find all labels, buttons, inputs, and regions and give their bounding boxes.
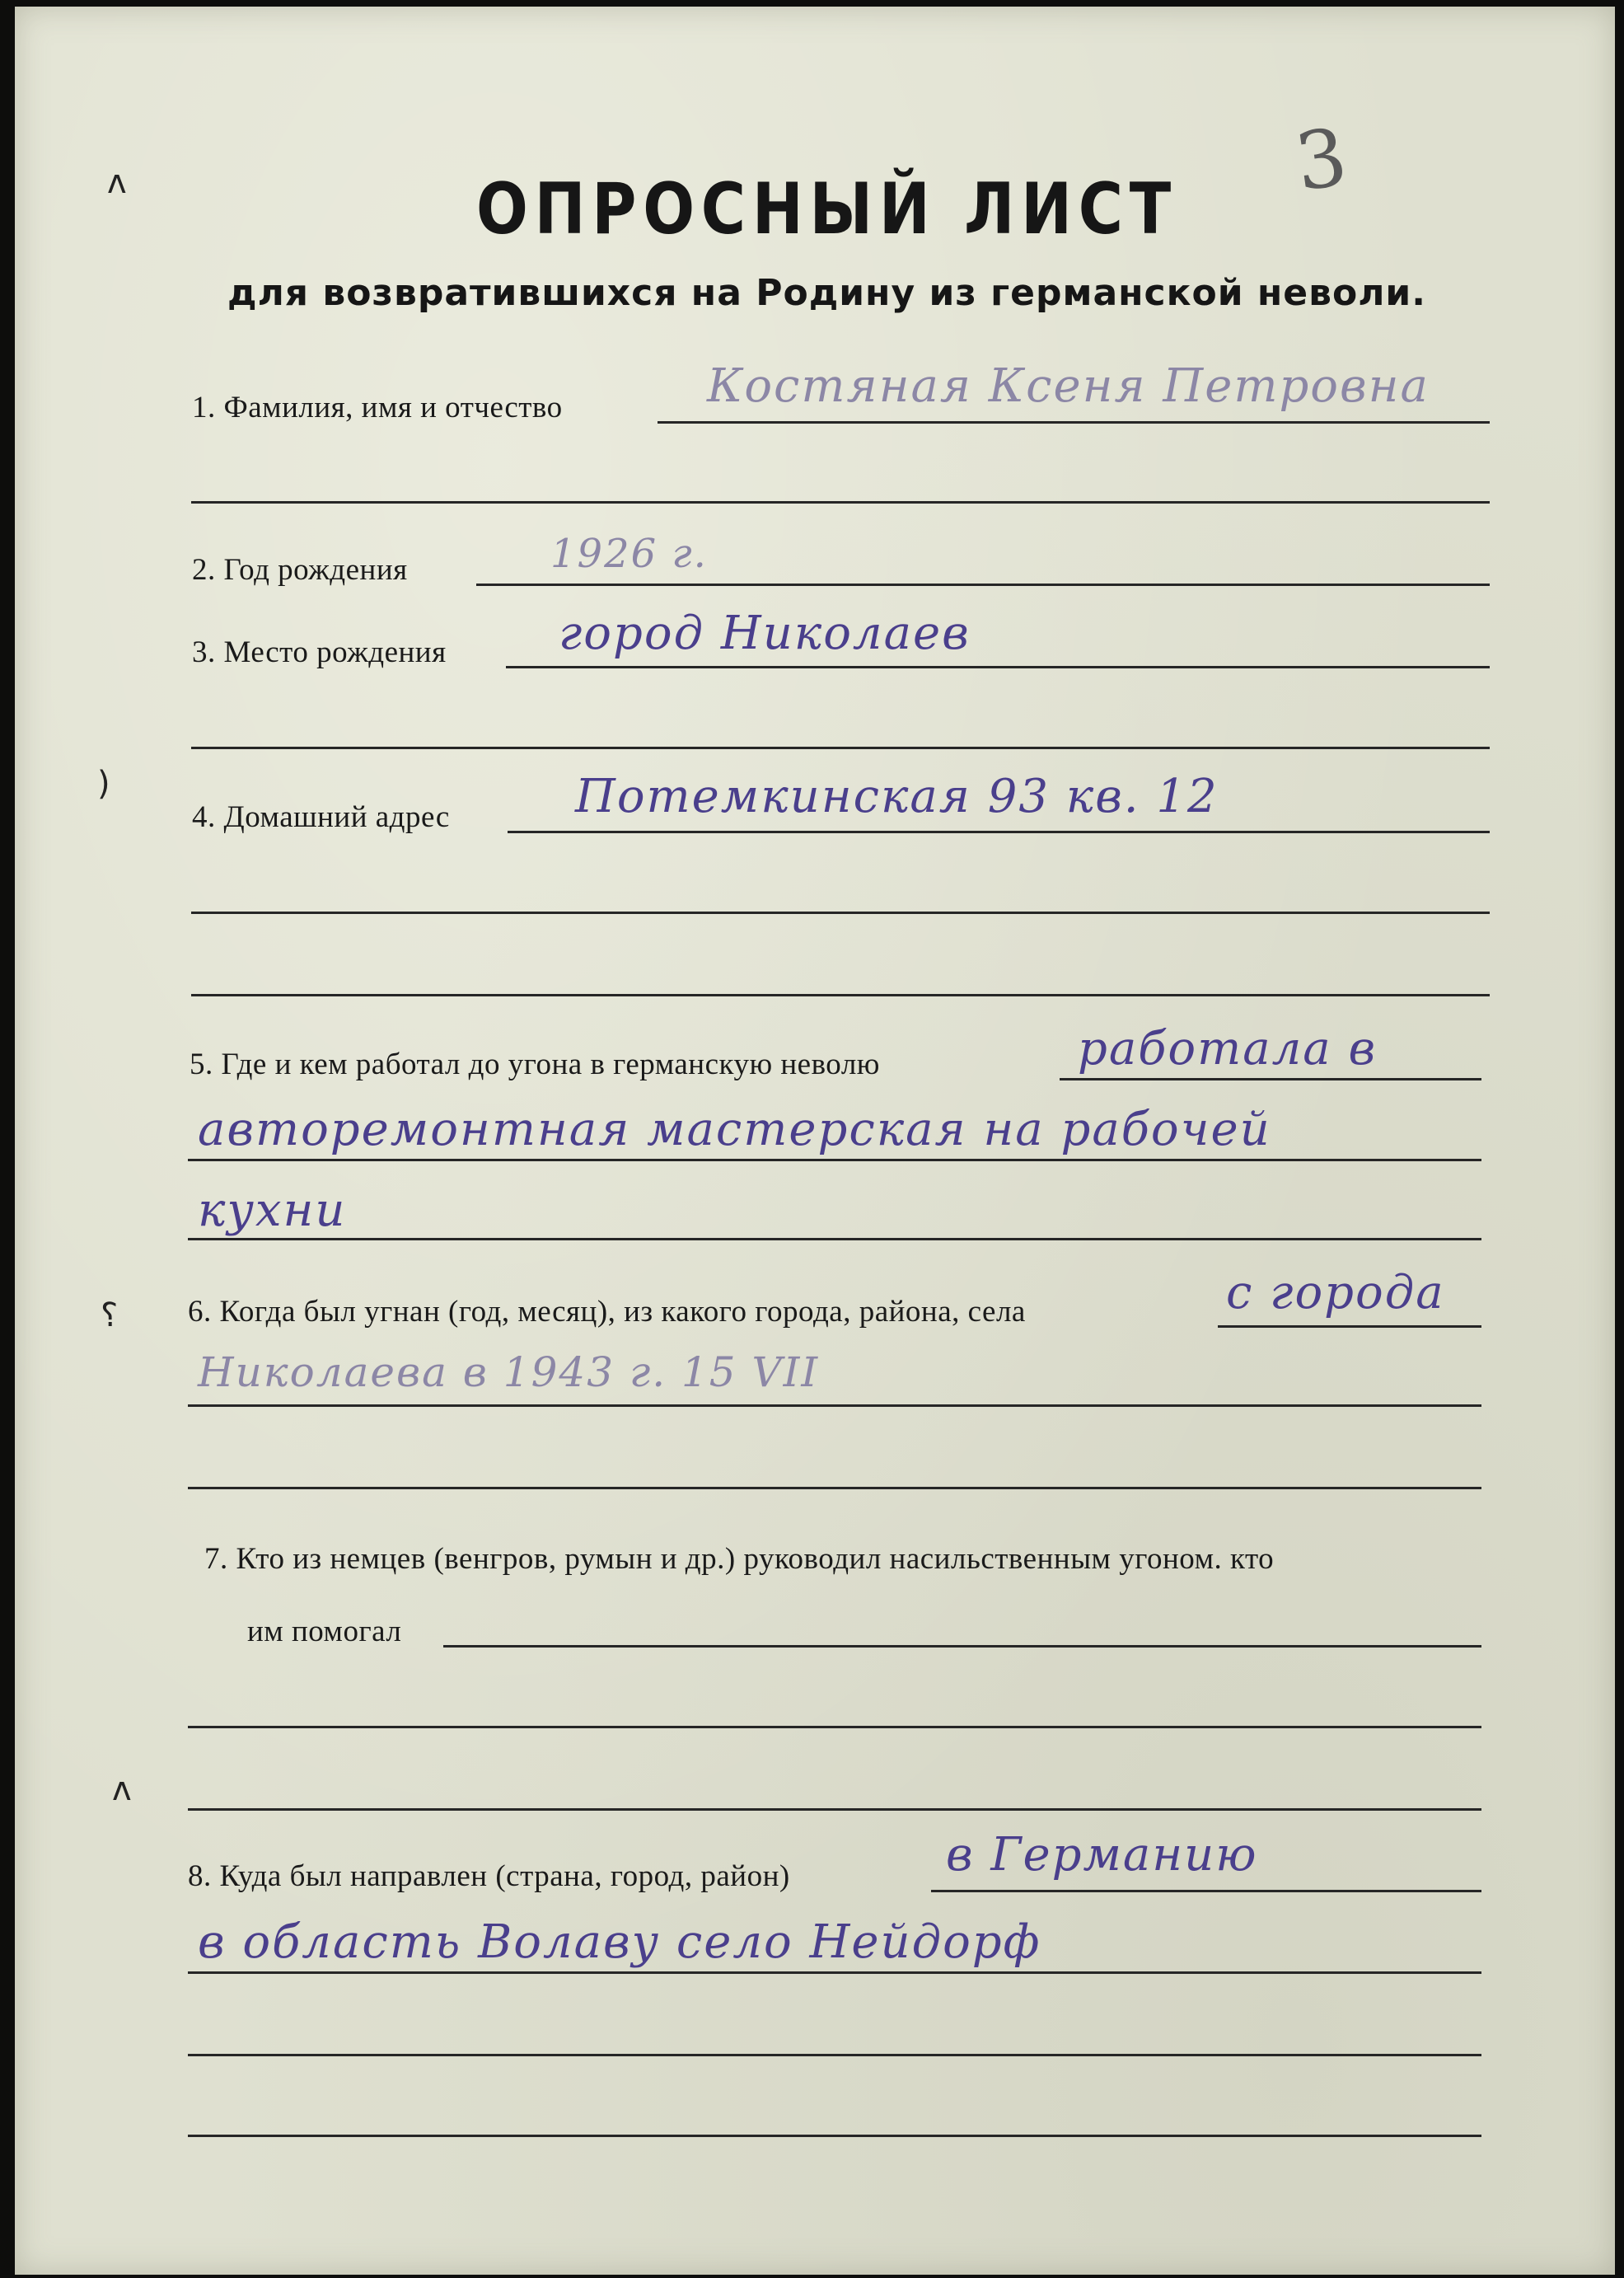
margin-mark: ⸮	[101, 1296, 119, 1334]
field-5-answer-line-3: кухни	[198, 1184, 347, 1237]
margin-mark: ʌ	[107, 163, 127, 201]
field-3-line-2	[191, 747, 1490, 749]
field-8-line-2	[188, 1971, 1481, 1974]
field-4-line-3	[191, 994, 1490, 996]
field-5-line-2	[188, 1159, 1481, 1161]
field-6-label: 6. Когда был угнан (год, месяц), из какого города, района, села	[188, 1295, 1026, 1329]
field-5-line	[1060, 1078, 1481, 1080]
margin-mark: )	[97, 765, 110, 803]
field-7-line	[443, 1645, 1481, 1648]
field-6-line-3	[188, 1487, 1481, 1489]
field-5-answer-line-1: работала в	[1078, 1022, 1378, 1076]
field-7-label-line-1: 7. Кто из немцев (венгров, румын и др.) руководил насильственным угоном. кто	[204, 1542, 1275, 1576]
field-8-label: 8. Куда был направлен (страна, город, район)	[188, 1859, 790, 1893]
field-3-label: 3. Место рождения	[192, 635, 447, 669]
field-5-label: 5. Где и кем работал до угона в германскую неволю	[190, 1048, 880, 1081]
field-2-line	[476, 584, 1490, 586]
field-8-answer-line-1: в Германию	[946, 1828, 1258, 1882]
field-2-answer: 1926 г.	[550, 531, 708, 577]
margin-mark: ʌ	[112, 1770, 132, 1808]
field-4-line	[508, 831, 1490, 833]
field-6-answer-line-2: Николаева в 1943 г. 15 VII	[198, 1348, 820, 1396]
field-7-line-3	[188, 1808, 1481, 1811]
field-5-answer-line-2: авторемонтная мастерская на рабочей	[198, 1103, 1271, 1156]
field-8-line-4	[188, 2135, 1481, 2137]
document-page	[15, 7, 1615, 2275]
field-6-line-2	[188, 1404, 1481, 1407]
field-3-line	[506, 666, 1490, 668]
field-6-line	[1218, 1325, 1481, 1328]
field-7-label-line-2: им помогал	[247, 1615, 402, 1648]
field-3-answer: город Николаев	[559, 607, 971, 660]
field-6-answer-line-1: с города	[1226, 1266, 1445, 1319]
field-4-label: 4. Домашний адрес	[192, 800, 450, 834]
field-1-line-2	[191, 501, 1490, 504]
handwritten-page-number: 3	[1289, 110, 1353, 209]
field-8-answer-line-2: в область Волаву село Нейдорф	[198, 1915, 1041, 1969]
field-5-line-3	[188, 1238, 1481, 1240]
field-4-answer: Потемкинская 93 кв. 12	[575, 770, 1219, 823]
field-2-label: 2. Год рождения	[192, 553, 408, 587]
form-subtitle: для возвратившихся на Родину из германской неволи.	[227, 272, 1426, 314]
field-4-line-2	[191, 912, 1490, 914]
form-title: ОПРОСНЫЙ ЛИСТ	[476, 168, 1177, 251]
field-8-line	[931, 1890, 1481, 1892]
field-1-label: 1. Фамилия, имя и отчество	[192, 391, 563, 424]
field-7-line-2	[188, 1726, 1481, 1728]
field-1-answer: Костяная Ксеня Петровна	[707, 359, 1430, 413]
field-8-line-3	[188, 2054, 1481, 2056]
field-1-line	[658, 421, 1490, 424]
